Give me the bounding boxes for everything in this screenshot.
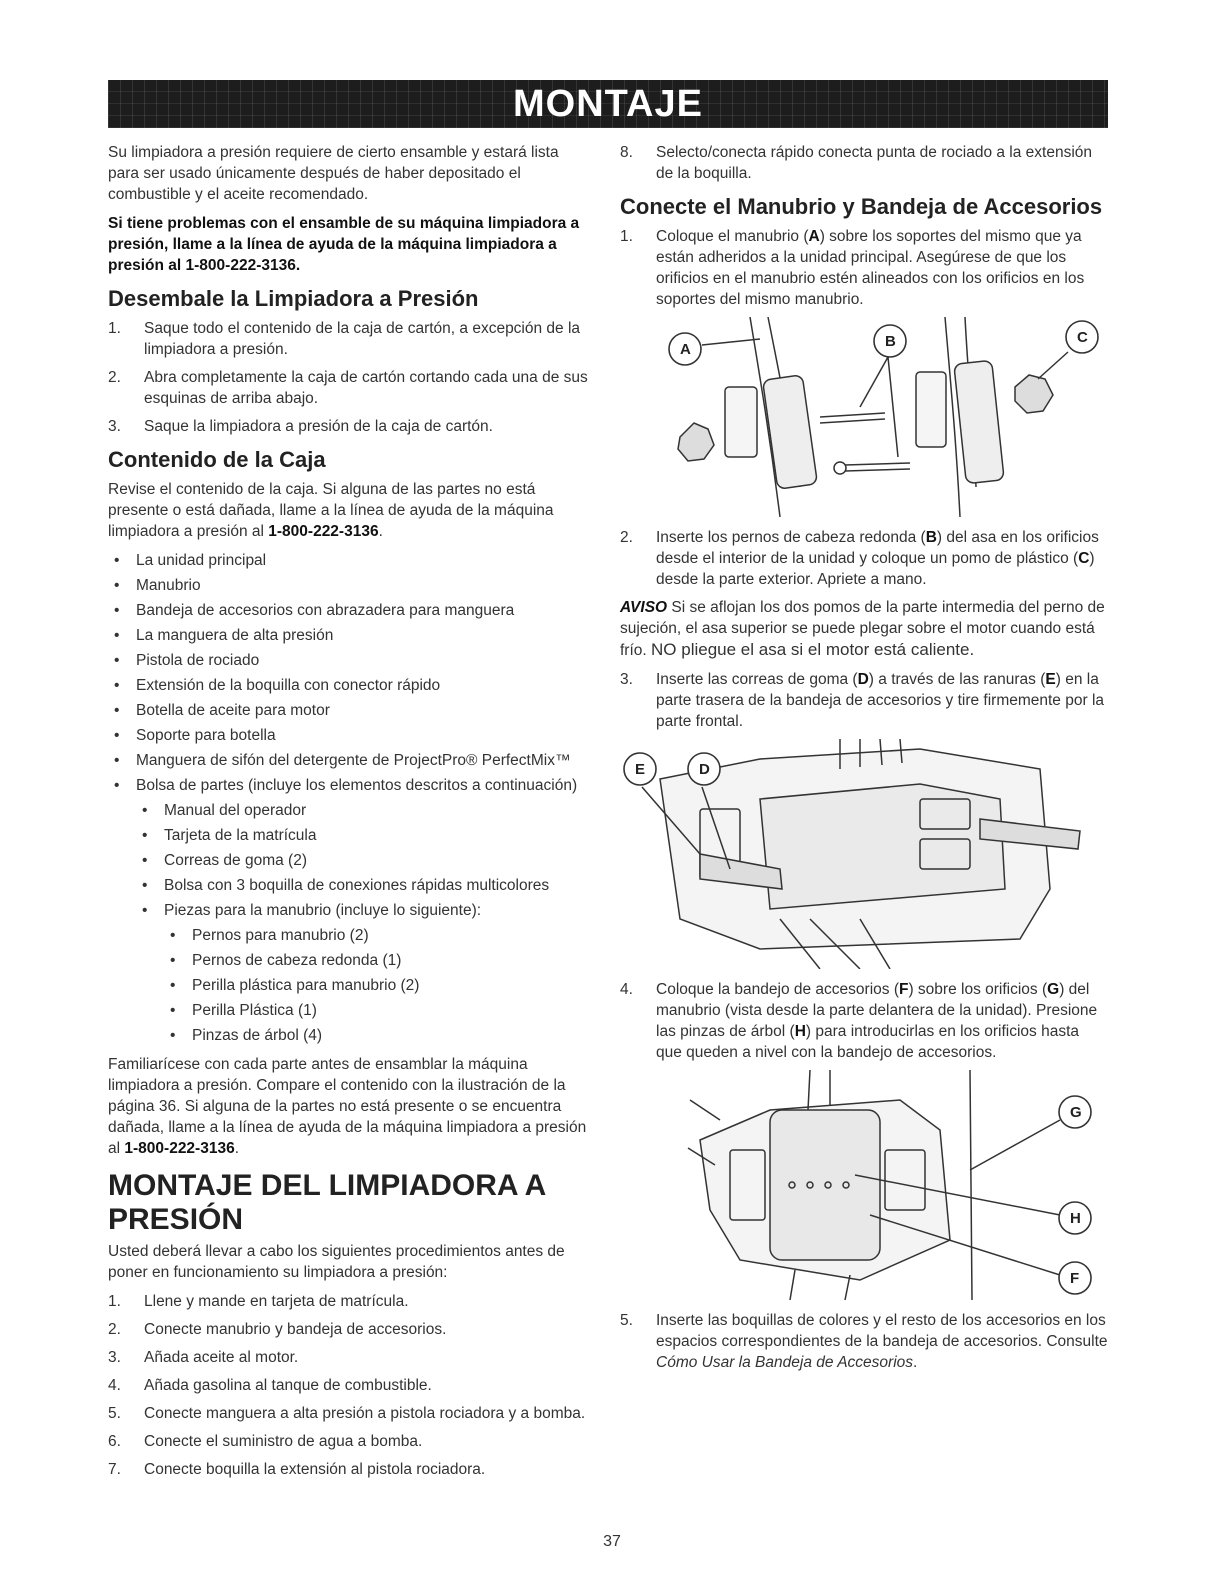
mount-left [725,387,757,457]
list-item: 2. Inserte los pernos de cabeza redonda (B) del asa en los orificios desde el interior de la unidad y coloque un pomo de plástico (C) desde la parte exterior. Apriete a mano. [620,529,1099,588]
bracket-right [954,360,1004,483]
contents-item: • Extensión de la boquilla con conector rápido [108,675,590,696]
step-1 [620,226,1108,310]
tray-straps-figure [620,739,1108,969]
step-4 [620,979,1108,1063]
leader-g [970,1120,1060,1170]
contents-item: • La manguera de alta presión [108,625,590,646]
familiarize-paragraph: Familiarícese con cada parte antes de ensamblar la máquina limpiadora a presión. Compare el contenido con la ilustración de la página 36. Si alguna de la partes no está presente o se encuentra dañada, llame a la línea de ayuda de la máquina limpiadora a presión al 1-800-222-3136. [108,1056,587,1157]
leader-c [1038,352,1068,379]
contents-item: • Piezas para la manubrio (incluye lo siguiente): [108,900,590,921]
aviso-notice: AVISO Si se aflojan los dos pomos de la parte intermedia del perno de sujeción, el asa superior se puede plegar sobre el motor cuando está frío. NO pliegue el asa si el motor está caliente. [620,599,1105,659]
contents-item: • Manual del operador [108,800,590,821]
callout-a-label: A [680,341,691,358]
contents-item: • Botella de aceite para motor [108,700,590,721]
list-item: 1. Coloque el manubrio (A) sobre los soportes del mismo que ya están adheridos a la unidad principal. Asegúrese de que los orificios en el manubrio estén alineados con los orificios en los soportes del mismo manubrio. [620,228,1085,308]
list-item: 1. Saque todo el contenido de la caja de cartón, a excepción de la limpiadora a presión. [108,320,581,358]
contents-item: • Pernos para manubrio (2) [108,925,590,946]
contents-item: • Bandeja de accesorios con abrazadera para manguera [108,600,590,621]
handle-right-outer [945,317,960,517]
unpack-heading: Desembale la Limpiadora a Presión [108,286,479,311]
phone-number: 1-800-222-3136 [124,1140,235,1157]
step-5 [620,1310,1108,1373]
list-item: 3. Añada aceite al motor. [108,1349,299,1366]
handle-heading: Conecte el Manubrio y Bandeja de Accesorios [620,194,1103,219]
list-item: 5. Conecte manguera a alta presión a pistola rociadora y a bomba. [108,1405,586,1422]
contents-item: • Bolsa de partes (incluye los elementos descritos a continuación) [108,775,590,796]
contents-item: • Tarjeta de la matrícula [108,825,590,846]
tray-clips-figure [620,1070,1108,1300]
assembly-steps [108,1291,590,1480]
contents-item: • La unidad principal [108,550,590,571]
tray-usage-reference: Cómo Usar la Bandeja de Accesorios [656,1354,914,1371]
unpack-steps [108,318,590,437]
knob-right [1015,375,1053,413]
list-item: 2. Conecte manubrio y bandeja de accesorios. [108,1321,447,1338]
step-8 [620,142,1108,184]
section-banner [108,80,1108,128]
contents-intro: Revise el contenido de la caja. Si alguna de las partes no está presente o está dañada, llame a la línea de ayuda de la máquina limpiadora a presión al 1-800-222-3136. [108,481,554,540]
step-2 [620,527,1108,590]
handle-assembly-figure [620,317,1108,517]
left-column [108,142,590,1487]
list-item: 1. Llene y mande en tarjeta de matrícula. [108,1293,409,1310]
bracket-left [763,375,818,489]
contents-item: • Correas de goma (2) [108,850,590,871]
callout-h-label: H [1070,1210,1081,1227]
contents-list [108,550,590,1046]
leader-b2 [888,357,898,457]
callout-c-label: C [1077,329,1088,346]
list-item: 8. Selecto/conecta rápido conecta punta de rociado a la extensión de la boquilla. [620,144,1093,182]
list-item: 6. Conecte el suministro de agua a bomba. [108,1433,423,1450]
leader-b1 [860,357,888,407]
intro-paragraph: Su limpiadora a presión requiere de cierto ensamble y estará lista para ser usado únicamente después de haber depositado el combustible y el aceite recomendado. [108,144,559,203]
callout-g-label: G [1070,1104,1082,1121]
leader-a [702,339,760,345]
contents-item: • Perilla Plástica (1) [108,1000,590,1021]
banner-title: MONTAJE [513,83,703,125]
list-item: 2. Abra completamente la caja de cartón cortando cada una de sus esquinas de arriba abajo. [108,369,588,407]
list-item: 5. Inserte las boquillas de colores y el resto de los accesorios en los espacios correspondientes de la bandeja de accesorios. Consulte Cómo Usar la Bandeja de Accesorios. [620,1312,1108,1371]
contents-item: • Soporte para botella [108,725,590,746]
tray-inner [760,784,1005,909]
assembly-intro: Usted deberá llevar a cabo los siguientes procedimientos antes de poner en funcionamiento su limpiadora a presión: [108,1243,565,1281]
aviso-warning: NO pliegue el asa si el motor está caliente. [651,640,975,659]
list-item: 7. Conecte boquilla la extensión al pistola rociadora. [108,1461,486,1478]
contents-item: • Manguera de sifón del detergente de ProjectPro® PerfectMix™ [108,750,590,771]
callout-f-label: F [1070,1270,1080,1287]
bolt-lower [845,463,910,465]
list-item: 4. Añada gasolina al tanque de combustible. [108,1377,432,1394]
page-number: 37 [603,1533,621,1550]
help-line-paragraph: Si tiene problemas con el ensamble de su máquina limpiadora a presión, llame a la línea de ayuda de la máquina limpiadora a presión al 1-800-222-3136. [108,215,580,274]
mount-right [916,372,946,447]
bolt-upper [820,413,885,417]
contents-heading: Contenido de la Caja [108,447,326,472]
list-item: 3. Saque la limpiadora a presión de la caja de cartón. [108,418,493,435]
list-item: 4. Coloque la bandejo de accesorios (F) sobre los orificios (G) del manubrio (vista desde la parte delantera de la unidad). Presione las pinzas de árbol (H) para introducirlas en los orificios hasta que queden a nivel con la bandejo de accesorios. [620,981,1098,1061]
knob-left [678,423,714,461]
assembly-heading: MONTAJE DEL LIMPIADORA A PRESIÓN [108,1169,546,1236]
callout-b-label: B [885,333,896,350]
list-item: 3. Inserte las correas de goma (D) a través de las ranuras (E) en la parte trasera de la bandeja de accesorios y tire firmemente por la parte frontal. [620,671,1105,730]
contents-item: • Bolsa con 3 boquilla de conexiones rápidas multicolores [108,875,590,896]
right-column [620,142,1108,1380]
callout-d-label: D [699,761,710,778]
contents-item: • Pistola de rociado [108,650,590,671]
contents-item: • Perilla plástica para manubrio (2) [108,975,590,996]
step-3 [620,669,1108,732]
phone-number: 1-800-222-3136 [268,523,379,540]
contents-item: • Pinzas de árbol (4) [108,1025,590,1046]
callout-e-label: E [635,761,646,778]
contents-item: • Manubrio [108,575,590,596]
aviso-label: AVISO [620,599,668,616]
contents-item: • Pernos de cabeza redonda (1) [108,950,590,971]
